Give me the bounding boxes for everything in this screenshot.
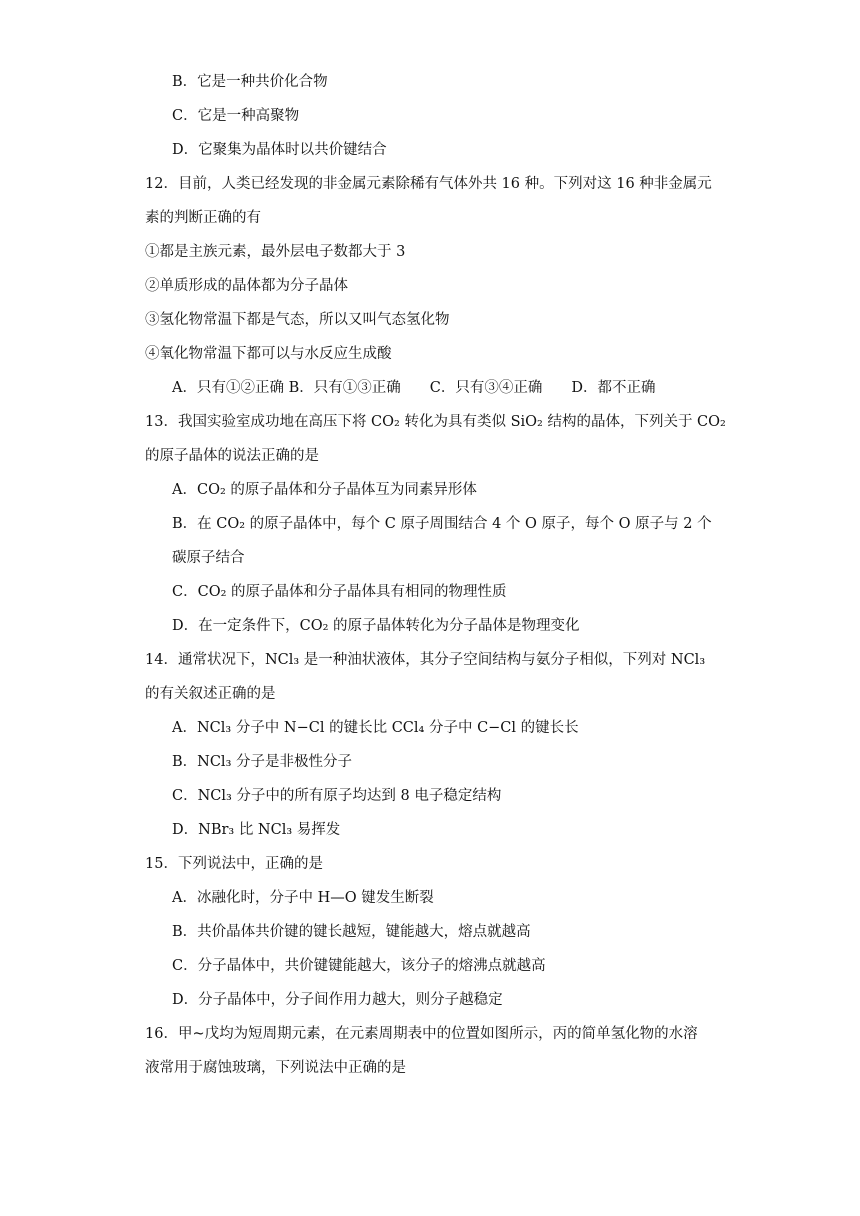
statement-3: ③氢化物常温下都是气态，所以又叫气态氢化物 <box>145 312 450 328</box>
option-11c: C．它是一种高聚物 <box>172 108 300 124</box>
question-15-stem: 15．下列说法中，正确的是 <box>145 856 323 872</box>
option-14c: C．NCl₃ 分子中的所有原子均达到 8 电子稳定结构 <box>172 788 502 804</box>
statement-2: ②单质形成的晶体都为分子晶体 <box>145 278 348 294</box>
option-14a: A．NCl₃ 分子中 N−Cl 的键长比 CCl₄ 分子中 C−Cl 的键长长 <box>172 720 579 736</box>
option-11b: B．它是一种共价化合物 <box>172 74 328 90</box>
statement-4: ④氧化物常温下都可以与水反应生成酸 <box>145 346 392 362</box>
question-14-stem-cont: 的有关叙述正确的是 <box>145 686 276 702</box>
option-14b: B．NCl₃ 分子是非极性分子 <box>172 754 352 770</box>
option-15c: C．分子晶体中，共价键键能越大，该分子的熔沸点就越高 <box>172 958 546 974</box>
option-13b-cont: 碳原子结合 <box>172 550 245 566</box>
question-12-stem: 12．目前，人类已经发现的非金属元素除稀有气体外共 16 种。下列对这 16 种非金属元 <box>145 176 712 192</box>
question-16-stem-cont: 液常用于腐蚀玻璃，下列说法中正确的是 <box>145 1060 406 1076</box>
option-13a: A．CO₂ 的原子晶体和分子晶体互为同素异形体 <box>172 482 477 498</box>
question-12-stem-cont: 素的判断正确的有 <box>145 210 261 226</box>
option-13b: B．在 CO₂ 的原子晶体中，每个 C 原子周围结合 4 个 O 原子，每个 O 原子与 2 个 <box>172 516 712 532</box>
option-13c: C．CO₂ 的原子晶体和分子晶体具有相同的物理性质 <box>172 584 507 600</box>
option-11d: D．它聚集为晶体时以共价键结合 <box>172 142 387 158</box>
statement-1: ①都是主族元素，最外层电子数都大于 3 <box>145 244 406 260</box>
option-15d: D．分子晶体中，分子间作用力越大，则分子越稳定 <box>172 992 503 1008</box>
question-16-stem: 16．甲~戊均为短周期元素，在元素周期表中的位置如图所示，丙的简单氢化物的水溶 <box>145 1026 698 1042</box>
option-15a: A．冰融化时，分子中 H—O 键发生断裂 <box>172 890 434 906</box>
question-13-stem: 13．我国实验室成功地在高压下将 CO₂ 转化为具有类似 SiO₂ 结构的晶体，下列关于 CO₂ <box>145 414 726 430</box>
question-13-stem-cont: 的原子晶体的说法正确的是 <box>145 448 319 464</box>
option-15b: B．共价晶体共价键的键长越短，键能越大，熔点就越高 <box>172 924 531 940</box>
question-14-stem: 14．通常状况下，NCl₃ 是一种油状液体，其分子空间结构与氨分子相似，下列对 NCl₃ <box>145 652 706 668</box>
option-14d: D．NBr₃ 比 NCl₃ 易挥发 <box>172 822 341 838</box>
question-12-options: A．只有①②正确 B．只有①③正确 C．只有③④正确 D．都不正确 <box>172 380 656 396</box>
option-13d: D．在一定条件下，CO₂ 的原子晶体转化为分子晶体是物理变化 <box>172 618 580 634</box>
